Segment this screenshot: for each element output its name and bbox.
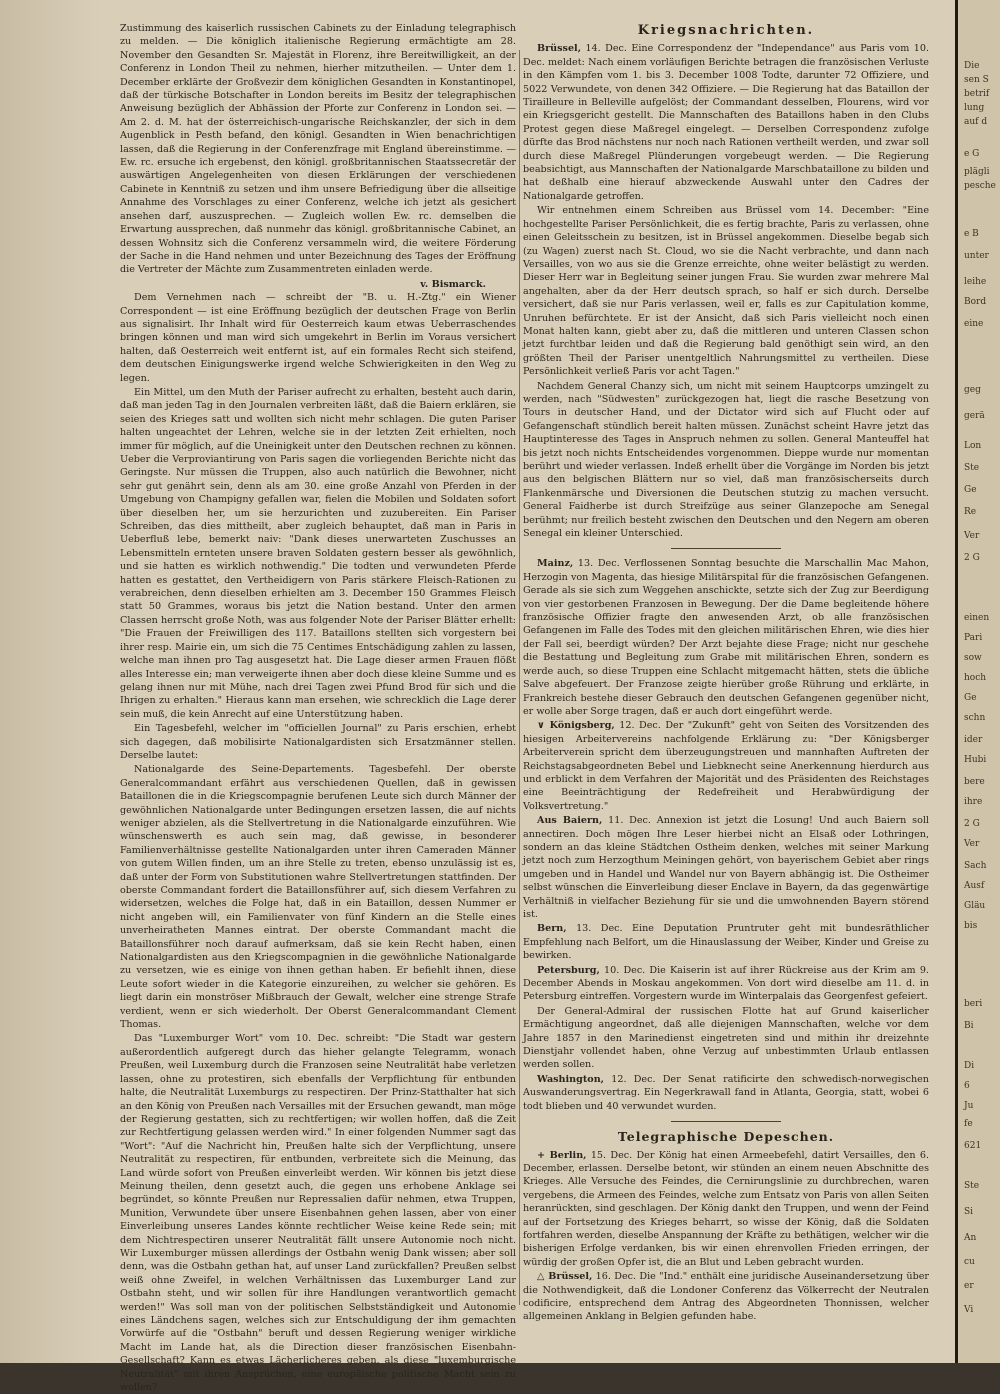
fragment: Bord xyxy=(964,297,987,307)
fragment: 6 xyxy=(964,1081,970,1091)
section-separator xyxy=(671,1121,781,1122)
fragment: Di xyxy=(964,1061,975,1071)
dateline: Mainz, xyxy=(537,558,574,570)
news-text: Der General-Admiral der russischen Flotte hat auf Grund kaiserlicher Ermächtigung angeordnet, daß alle diejenigen Mannschaften, welche vor dem Jahre 1857 in den Marinedienst eingetreten sind und mithin ihr dreizehnte Dienstjahr vollendet haben, ohne Verzug auf unbestimmten Urlaub entlassen werden sollen. xyxy=(523,1005,929,1071)
fragment: lung xyxy=(964,103,985,113)
dispatch-text: 15. Dec. Der König hat einen Armeebefehl, datirt Versailles, den 6. December, erlassen. Derselbe betont, wir stünden an einem neuen Abschnitte des Krieges. Alle Versuche des Feindes, die Cernirungslinie zu durchbrechen, waren vergebens, die Armeen des Feindes, welche zum Entsatz von Paris von allen Seiten heranrückten, sind geschlagen. Der König dankt den Truppen, und wenn der Feind auf der Fortsetzung des Krieges beharrt, so wisse der König, daß die Soldaten fortfahren werden, dieselbe Anspannung der Kräfte zu bethätigen, welcher wir die bisherigen Erfolge verdanken, bis wir einen ehrenvollen Frieden erringen, der würdig der großen Opfer ist, die an Blut und Leben gebracht wurden. xyxy=(523,1149,929,1268)
fragment: fe xyxy=(964,1119,973,1129)
dateline: + Berlin, xyxy=(537,1149,587,1161)
fragment: sow xyxy=(964,653,982,663)
fragment: 2 G xyxy=(964,819,980,829)
fragment: geg xyxy=(964,385,981,395)
article-paragraph: Dem Vernehmen nach — schreibt der "B. u. H.-Ztg." ein Wiener Correspondent — ist eine Eröffnung bezüglich der deutschen Frage von Berlin aus signalisirt. Ihr Inhalt wird für Oesterreich kaum etwas Ueberraschendes bringen können und man wird sich umgekehrt in Berlin im Voraus versichert halten, daß Oesterreich weit entfernt ist, auf ein formales Recht sich steifend, dem deutschen Einigungswerke irgend welche Schwierigkeiten in den Weg zu legen. xyxy=(120,292,516,384)
news-text: 12. Dec. Der "Zukunft" geht von Seiten des Vorsitzenden des hiesigen Arbeitervereins nachfolgende Erklärung zu: "Der Königsberger Arbeiterverein spricht dem überzeugungstreuen und mannhaften Auftreten der Reichstagsabgeordneten Bebel und Liebknecht seine Anerkennung hierdurch aus und erblickt in dem Verfahren der Majorität und des Präsidenten des Reichstages eine Beeinträchtigung der Redefreiheit und Herabwürdigung der Volksvertretung." xyxy=(523,720,929,812)
adjacent-page-edge xyxy=(955,0,1000,1363)
fragment: cu xyxy=(964,1257,975,1267)
fragment: Ge xyxy=(964,693,977,703)
section-heading-dispatches: Telegraphische Depeschen. xyxy=(617,1129,835,1145)
news-item xyxy=(523,380,929,541)
fragment: bere xyxy=(964,777,985,787)
news-text: 13. Dec. Verflossenen Sonntag besuchte die Marschallin Mac Mahon, Herzogin von Magenta, das hiesige Militärspital für die französischen Gefangenen. Gerade als sie sich zum Weggehen anschickte, setzte sich der Zug zur Beerdigung von vier gestorbenen Franzosen in Bewegung. Der die Dame begleitende höhere französische Offizier fragte den anwesenden Arzt, ob alle französischen Gefangenen im Falle des Todes mit den gleichen militärischen Ehren, wie dies hier der Fall sei, beerdigt würden? Der Arzt bejahte diese Frage; nicht nur geschehe die Bestattung und Begleitung zum Grabe mit militärischen Ehren, sondern es werde auch, so diese Truppen eine Schlacht mitgemacht hätten, stets die übliche Salve abgefeuert. Der Franzose zeigte hierüber große Rührung und erklärte, in Frankreich bestehe dieser Gebrauch den deutschen Gefangenen gegenüber nicht, er wolle aber Sorge tragen, daß er auch dort eingeführt werde. xyxy=(523,558,929,717)
news-text: 12. Dec. Der Senat ratificirte den schwedisch-norwegischen Auswanderungsvertrag. Ein Negerkrawall fand in Atlanta, Georgia, statt, wobei 6 todt blieben und 40 verwundet wurden. xyxy=(523,1073,929,1112)
dispatch-text: 16. Dec. Die "Ind." enthält eine juridische Auseinandersetzung über die Nothwendigkeit, daß die Londoner Conferenz das Völkerrecht der Neutralen codificire, entsprechend dem Antrag des Abgeordneten Thonnissen, welcher allgemeinen Anklang in Belgien gefunden habe. xyxy=(523,1271,929,1323)
news-text: 13. Dec. Eine Deputation Pruntruter geht mit bundesräthlicher Empfehlung nach Belfort, um die Hinauslassung der Weiber, Kinder und Greise zu bewirken. xyxy=(523,923,929,962)
fragment: Ste xyxy=(964,463,980,473)
fragment: plägli xyxy=(964,167,990,177)
fragment: e G xyxy=(964,149,980,159)
fragment: ihre xyxy=(964,797,983,807)
news-item xyxy=(523,1073,929,1113)
fragment: e B xyxy=(964,229,979,239)
fragment: Ge xyxy=(964,485,977,495)
fragment: auf d xyxy=(964,117,988,127)
dateline: Washington, xyxy=(537,1073,605,1085)
dispatch-item xyxy=(523,1149,929,1270)
news-text: 11. Dec. Annexion ist jetzt die Losung! Und auch Baiern soll annectiren. Doch mögen Ihre Leser hierbei nicht an Elsaß oder Lothringen, sondern an das kleine Städtchen Ostheim denken, welches mit seiner Markung jetzt noch zum Herzogthum Meiningen gehört, von bayerischem Gebiet aber rings umgeben und in Handel und Wandel nur von Bayern abhängig ist. Die Ostheimer selbst wünschen die Einverleibung dieser Enclave in Bayern, da das gegenwärtige Verhältniß in vielfacher Beziehung für sie und die umwohnenden Bayern störend ist. xyxy=(523,815,929,920)
fragment: Gläu xyxy=(964,901,986,911)
fragment: Pari xyxy=(964,633,983,643)
fragment: einen xyxy=(964,613,990,623)
news-item xyxy=(523,42,929,203)
section-heading-war-news: Kriegsnachrichten. xyxy=(637,23,815,38)
fragment: Sach xyxy=(964,861,987,871)
fragment: sen S xyxy=(964,75,989,85)
fragment: schn xyxy=(964,713,986,723)
fragment: Vi xyxy=(964,1305,974,1315)
dateline: ∨ Königsberg, xyxy=(537,720,615,732)
news-item xyxy=(523,922,929,962)
fragment: Lon xyxy=(964,441,982,451)
article-paragraph: Nationalgarde des Seine-Departements. Tagesbefehl. Der oberste Generalcommandant erfährt aus verschiedenen Quellen, daß in gewissen Bataillonen die in die Kriegscompagnie berufenen Leute sich durch Männer der gewöhnlichen Nationalgarde unter Bedingungen ersetzen lassen, die auf nichts weniger abzielen, als die Stellvertretung in die Nationalgarde einzuführen. Wie wünschenswerth es auch sein mag, daß gewisse, in besonderer Familienverhältnisse gestellte Nationalgarden unter ihren Cameraden Männer von gutem Willen finden, um an ihre Stelle zu treten, ebenso unzulässig ist es, daß unter der Form von Substitutionen wahre Stellvertretungen stattfinden. Der oberste Commandant fordert die Bataillonsführer auf, sich diesem Verfahren zu widersetzen, welches die Folge hat, daß in ein Bataillon, dessen Nummer er nicht angeben will, ein Familienvater von fünf Kindern an die Stelle eines unverheiratheten Mannes eintrat. Der oberste Commandant macht die Bataillonsführer noch darauf aufmerksam, daß sie kein Recht haben, einen Nationalgardisten aus den Kriegscompagnien in die gewöhnliche Nationalgarde zu versetzen, wie es einige von ihnen gethan haben. Er befiehlt ihnen, diese Leute sofort wieder in die Kategorie einzureihen, zu welcher sie gehören. Es liegt darin ein monströser Mißbrauch der Gewalt, welcher eine strenge Strafe verdient, wenn er sich wiederholt. Der Oberst Generalcommandant Clement Thomas. xyxy=(120,764,516,1031)
page-shadow xyxy=(0,0,100,1363)
left-column xyxy=(120,22,516,1394)
fragment: eine xyxy=(964,319,984,329)
fragment: hoch xyxy=(964,673,987,683)
fragment: Si xyxy=(964,1207,974,1217)
dateline: Brüssel, xyxy=(537,43,582,55)
news-text: Wir entnehmen einem Schreiben aus Brüssel vom 14. December: "Eine hochgestellte Pariser Persönlichkeit, die es fertig brachte, Paris zu verlassen, ohne einen Geleitsschein zu besitzen, ist in Brüssel angekommen. Dieselbe begab sich (zu Wagen) zuerst nach St. Cloud, wo sie die Nacht verbrachte, und dann nach Versailles, von wo aus sie die Grenze erreichte, ohne weiter belästigt zu werden. Dieser Herr war in Begleitung seiner jungen Frau. Sie wurden zwar mehrere Mal angehalten, aber da der Herr deutsch sprach, so half er sich durch. Derselbe versichert, daß sie nur Paris verlassen, weil er, falls es zur Capitulation komme, Unruhen befürchtete. Er ist der Ansicht, daß sich Paris vielleicht noch einen Monat halten kann, giebt aber zu, daß die mittleren und unteren Classen schon jetzt furchtbar leiden und daß die Regierung bald genöthigt sein wird, an den größten Theil der Pariser unentgeltlich Nahrungsmittel zu vertheilen. Diese Persönlichkeit verließ Paris vor acht Tagen." xyxy=(523,205,929,378)
fragment: Ste xyxy=(964,1181,980,1191)
fragment: Ver xyxy=(964,531,980,541)
dispatch-item xyxy=(523,1270,929,1324)
fragment: leihe xyxy=(964,277,987,287)
news-text: 14. Dec. Eine Correspondenz der "Independance" aus Paris vom 10. Dec. meldet: Nach einem vorläufigen Berichte betragen die französischen Verluste in den Kämpfen vom 1. bis 3. December 1008 Todte, darunter 72 Offiziere, und 5022 Verwundete, von denen 342 Offiziere. — Die Regierung hat das Bataillon der Tirailleure in Belleville aufgelöst; der Commandant desselben, Flourens, wird vor ein Kriegsgericht gestellt. Die Mannschaften des Bataillons haben in den Clubs Protest gegen diese Maßregel eingelegt. — Derselben Correspondenz zufolge dürfte das Brod nächstens nur noch nach Rationen vertheilt werden, und zwar soll durch diese Maßregel Plünderungen vorgebeugt werden. — Die Regierung beabsichtigt, aus Mannschaften der Nationalgarde Marschbataillone zu bilden und hat deßhalb eine hierauf abzweckende Auswahl unter den Cadres der Nationalgarde getroffen. xyxy=(523,43,929,202)
fragment: Bi xyxy=(964,1021,974,1031)
signature: v. Bismarck. xyxy=(420,278,486,290)
column-divider xyxy=(519,50,520,1305)
fragment: unter xyxy=(964,251,989,261)
fragment: Ju xyxy=(964,1101,974,1111)
fragment: Ausf xyxy=(964,881,985,891)
dateline: △ Brüssel, xyxy=(537,1271,593,1283)
fragment: Die xyxy=(964,61,980,71)
article-paragraph: Ein Tagesbefehl, welcher im "officiellen Journal" zu Paris erschien, erhebt sich dagegen, daß mobilisirte Nationalgardisten sich Ersatzmänner stellen. Derselbe lautet: xyxy=(120,723,516,761)
news-text: 10. Dec. Die Kaiserin ist auf ihrer Rückreise aus der Krim am 9. December Abends in Moskau angekommen. Von dort wird dieselbe am 11. d. in Petersburg eintreffen. Vorgestern wurde im Winterpalais das Georgenfest gefeiert. xyxy=(523,964,929,1003)
fragment: 621 xyxy=(964,1141,982,1151)
fragment: An xyxy=(964,1233,977,1243)
fragment: 2 G xyxy=(964,553,980,563)
news-item xyxy=(523,964,929,1004)
dateline: Aus Baiern, xyxy=(537,815,603,827)
fragment: er xyxy=(964,1281,974,1291)
article-paragraph: Ein Mittel, um den Muth der Pariser aufrecht zu erhalten, besteht auch darin, daß man jeden Tag in den Journalen verbreiten läßt, daß die Baiern erklären, sie seien des Krieges satt und wollten sich nicht mehr schlagen. Die guten Pariser halten ungeachtet der Lehren, welche sie in der letzten Zeit erhielten, noch immer für möglich, auf die Uneinigkeit unter den Deutschen rechnen zu können. Ueber die Verproviantirung von Paris sagen die vorliegenden Berichte nicht das Geringste. Nur müssen die Truppen, also auch natürlich die Bewohner, nicht sehr gut genährt sein, denn als am 30. eine große Anzahl von Pferden in der Umgebung von Champigny gefallen war, fielen die Mobilen und Soldaten sofort über dieselben her, um sie herzurichten und zuzubereiten. Ein Pariser Schreiben, das dies mittheilt, aber zugleich behauptet, daß man in Paris in Ueberfluß lebe, bemerkt naiv: "Dank dieses unerwarteten Zuschusses an Lebensmitteln ernteten unsere braven Soldaten gestern besser als gewöhnlich, und sie hatten es wirklich nothwendig." Die todten und verwundeten Pferde hatten es gestattet, den Vertheidigern von Paris stärkere Fleisch-Rationen zu verabreichen, denn dieselben erhielten am 3. December 150 Grammes Fleisch statt 50 Grammes, woraus bis jetzt die Nation bestand. Unter den armen Classen herrscht große Noth, was aus folgender Note der Pariser Blätter erhellt: "Die Frauen der Freiwilligen des 117. Bataillons stellten sich vorgestern bei ihrer resp. Mairie ein, um sich die 75 Centimes Entschädigung zahlen zu lassen, welche man ihnen pro Tag ausgesetzt hat. Die Lage dieser armen Frauen flößt alles Interesse ein; man verweigerte ihnen aber doch diese kleine Summe und es gelang ihnen nur mit Mühe, nach drei Tagen zwei Pfund Brod für sich und die Ihrigen zu erhalten." Hieraus kann man ersehen, wie schrecklich die Lage derer sein muß, die kein Anrecht auf eine Unterstützung haben. xyxy=(120,386,516,720)
article-paragraph: Das "Luxemburger Wort" vom 10. Dec. schreibt: "Die Stadt war gestern außerordentlich aufgeregt durch das hieher gelangte Telegramm, wonach Preußen, weil Luxemburg durch die Franzosen seine Neutralität habe verletzen lassen, ohne zu protestiren, sich ebenfalls der Verpflichtung für entbunden halte, die Neutralität Luxemburgs zu respectiren. Der Prinz-Statthalter hat sich an den König von Preußen nach Versailles mit der Ersuchen gewandt, man möge der Regierung gestatten, sich zu rechtfertigen; wir wollen hoffen, daß die Zeit zur Rechtfertigung gelassen werden wird." In einer folgenden Nummer sagt das "Wort": "Auf die Nachricht hin, Preußen halte sich der Verpflichtung, unsere Neutralität zu respectiren, für entbunden, verbreitete sich die Meinung, das Land würde sofort von Preußen einverleibt werden. Wir können bis jetzt diese Meinung theilen, denn gesetzt auch, die gegen uns erhobene Anklage sei begründet, so könnte Preußen nur Repressalien dafür nehmen, etwa Truppen, Munition, Verwundete über unsere Eisenbahnen gehen lassen, aber von einer Einverleibung unseres Landes könnte rechtlicher Weise keine Rede sein; mit dem Nichtrespectiren unserer Neutralität fällt unsere Autonomie noch nicht. Wir Luxemburger müssen allerdings der Ostbahn wenig Dank wissen; aber soll denn, was die Ostbahn gethan hat, auf unser Land zurückfallen? Preußen selbst weiß ohne Zweifel, in welchen Verhältnissen das Luxemburger Land zur Ostbahn steht, und wir sollen für ihre Handlungen verantwortlich gemacht werden!" Was soll man von der politischen Selbstständigkeit und Autonomie eines Ländchens sagen, welches sich zur Entschuldigung der ihm gemachten Vorwürfe auf die "Ostbahn" beruft und dessen Regierung weniger wirkliche Macht im Lande hat, als die Direction dieser französischen Eisenbahn-Gesellschaft? Kann es etwas Lächerlicheres geben, als diese "luxemburgische Neutralität" mit ihren Ansprüchen, eine europäische politische Macht sein zu wollen? xyxy=(120,1033,516,1394)
fragment: Re xyxy=(964,507,977,517)
article-paragraph: Zustimmung des kaiserlich russischen Cabinets zu der Einladung telegraphisch zu melden. — Die königlich italienische Regierung ermächtigte am 28. November den Gesandten Sr. Majestät in Florenz, ihre Bereitwilligkeit, an der Conferenz in London Theil zu nehmen, hierher mitzutheilen. — Unter dem 1. December erklärte der Großvezir dem königlichen Gesandten in Konstantinopel, daß der türkische Botschafter in London bereits im Besitz der telegraphischen Anweisung bezüglich der Abhässion der Pforte zur Conferenz in London sei. — Am 2. d. M. hat der österreichisch-ungarische Reichskanzler, der sich in dem Augenblick in Pesth befand, den königl. Gesandten in Wien benachrichtigen lassen, daß die Regierung in der Conferenzfrage mit England übereinstimme. — Ew. rc. ersuche ich ergebenst, den königl. großbritannischen Staatssecretär der auswärtigen Angelegenheiten von diesen Erklärungen der verschiedenen Cabinete in Kenntniß zu setzen und ihm unsere Befriedigung über die allseitige Annahme des Vorschlages zu einer Conferenz, welche ich jetzt als gesichert ansehen darf, auszusprechen. — Zugleich wollen Ew. rc. demselben die Erwartung aussprechen, daß nunmehr das königl. großbritannische Cabinet, an dessen Wohnsitz sich die Conferenz versammeln wird, die weitere Förderung der Sache in die Hand nehmen und unter Bezeichnung des Tages der Eröffnung die Vertreter der Mächte zum Zusammentreten einladen werde. xyxy=(120,23,516,276)
fragment: Hubi xyxy=(964,755,987,765)
dateline: Bern, xyxy=(537,923,567,935)
right-column xyxy=(523,22,929,1340)
dateline: Petersburg, xyxy=(537,964,600,976)
fragment: pesche xyxy=(964,181,996,191)
news-item xyxy=(523,814,929,921)
news-item xyxy=(523,204,929,378)
news-item xyxy=(523,1005,929,1072)
news-item xyxy=(523,719,929,813)
fragment: bis xyxy=(964,921,978,931)
fragment: beri xyxy=(964,999,983,1009)
news-text: Nachdem General Chanzy sich, um nicht mit seinem Hauptcorps umzingelt zu werden, nach "Südwesten" zurückgezogen hat, liegt die rasche Besetzung von Tours in deutscher Hand, und der Dictator wird sich auf Flucht oder auf Gefangenschaft stündlich bereit halten müssen. Zunächst scheint Havre jetzt das Hauptinteresse des Tages in Anspruch nehmen zu sollen. General Manteuffel hat bis jetzt noch nichts Entscheidendes vorgenommen. Dieppe wurde nur momentan berührt und wieder verlassen. Indeß erhellt über die Vorgänge im Norden bis jetzt aus den belgischen Blättern nur so viel, daß man französischerseits durch Flankenmärsche und Diversionen die Deutschen stutzig zu machen versucht. General Faidherbe ist durch Streifzüge aus seiner Glanzepoche am Senegal berühmt; nur freilich besteht zwischen den Deutschen und den Negern am oberen Senegal ein kleiner Unterschied. xyxy=(523,380,929,540)
news-item xyxy=(523,557,929,718)
fragment: betrif xyxy=(964,89,990,99)
fragment: ider xyxy=(964,735,983,745)
fragment: Ver xyxy=(964,839,980,849)
section-separator xyxy=(671,548,781,549)
fragment: gerä xyxy=(964,411,985,421)
